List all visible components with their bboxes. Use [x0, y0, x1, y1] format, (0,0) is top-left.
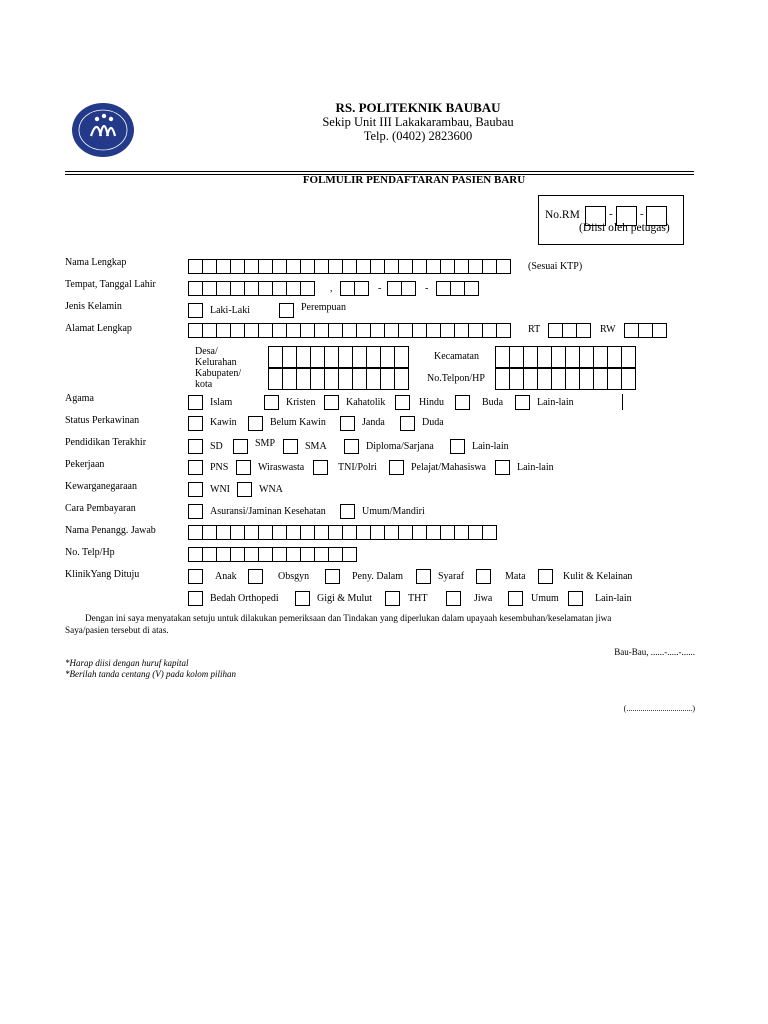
input-cell[interactable]: [230, 547, 245, 562]
checkbox-kawin[interactable]: [188, 416, 203, 431]
input-cell[interactable]: [579, 346, 594, 368]
input-cell[interactable]: [398, 323, 413, 338]
input-cell[interactable]: [328, 323, 343, 338]
input-cell[interactable]: [384, 525, 399, 540]
input-cell[interactable]: [310, 368, 325, 390]
input-cell[interactable]: [495, 346, 510, 368]
input-cell[interactable]: [216, 259, 231, 274]
input-cell[interactable]: [342, 259, 357, 274]
option-pelajar-mahasiswa: Pelajat/Mahasiswa: [411, 462, 486, 473]
checkbox-islam[interactable]: [188, 395, 203, 410]
input-cell[interactable]: [244, 323, 259, 338]
checkbox-wiraswasta[interactable]: [236, 460, 251, 475]
checkbox-buda[interactable]: [455, 395, 470, 410]
input-cell[interactable]: [482, 525, 497, 540]
checkbox-umum[interactable]: [508, 591, 523, 606]
rm-label: No.RM: [545, 209, 580, 221]
input-cell[interactable]: [258, 281, 273, 296]
input-cell[interactable]: [188, 547, 203, 562]
option-gigi-mulut: Gigi & Mulut: [317, 593, 373, 604]
input-cell[interactable]: [509, 346, 524, 368]
input-cell[interactable]: [286, 281, 301, 296]
input-cell[interactable]: [426, 525, 441, 540]
input-cell[interactable]: [356, 525, 371, 540]
checkbox-smp[interactable]: [233, 439, 248, 454]
input-cell[interactable]: [300, 259, 315, 274]
input-cell[interactable]: [352, 368, 367, 390]
input-cell[interactable]: [509, 368, 524, 390]
input-cell[interactable]: [328, 525, 343, 540]
input-cell[interactable]: [230, 259, 245, 274]
tanggal-lahir-year-input[interactable]: [436, 281, 479, 296]
input-cell[interactable]: [342, 547, 357, 562]
label-kabupaten-line1: Kabupaten/: [195, 368, 242, 379]
option-wni: WNI: [210, 484, 230, 495]
input-cell[interactable]: [300, 281, 315, 296]
input-cell[interactable]: [464, 281, 479, 296]
option-mata: Mata: [505, 571, 526, 582]
input-cell[interactable]: [230, 281, 245, 296]
option-buda: Buda: [482, 397, 504, 408]
rm-number-box: [538, 195, 684, 245]
input-cell[interactable]: [380, 368, 395, 390]
input-cell[interactable]: [352, 346, 367, 368]
checkbox-pendidikan-lain-lain[interactable]: [450, 439, 465, 454]
input-cell[interactable]: [244, 259, 259, 274]
label-nama-lengkap: Nama Lengkap: [65, 257, 127, 268]
input-cell[interactable]: [356, 259, 371, 274]
consent-line-1: Dengan ini saya menyatakan setuju untuk dilakukan pemeriksaan dan Tindakan yang diperlukan dalam upayaah kesembuhan/keselamatan jiwa: [85, 613, 612, 623]
input-cell[interactable]: [340, 281, 355, 296]
input-cell[interactable]: [258, 259, 273, 274]
label-kecamatan: Kecamatan: [434, 351, 479, 362]
input-cell[interactable]: [621, 368, 636, 390]
checkbox-peny-dalam[interactable]: [325, 569, 340, 584]
input-cell[interactable]: [216, 281, 231, 296]
input-cell[interactable]: [426, 259, 441, 274]
checkbox-umum-mandiri[interactable]: [340, 504, 355, 519]
input-cell[interactable]: [440, 323, 455, 338]
input-cell[interactable]: [384, 259, 399, 274]
checkbox-laki-laki[interactable]: [188, 303, 203, 318]
input-cell[interactable]: [387, 281, 402, 296]
input-cell[interactable]: [576, 323, 591, 338]
label-kabupaten-line2: kota: [195, 379, 213, 390]
hospital-phone: Telp. (0402) 2823600: [363, 129, 473, 143]
option-kulit-kelainan: Kulit & Kelainan: [563, 571, 633, 582]
checkbox-pekerjaan-lain-lain[interactable]: [495, 460, 510, 475]
rm-dash-1: -: [609, 208, 613, 220]
tanggal-lahir-day-input[interactable]: [340, 281, 369, 296]
option-hindu: Hindu: [419, 397, 444, 408]
input-cell[interactable]: [593, 346, 608, 368]
note-tanda-centang: *Berilah tanda centang (V) pada kolom pilihan: [65, 669, 236, 679]
input-cell[interactable]: [314, 547, 329, 562]
input-cell[interactable]: [440, 525, 455, 540]
rt-input[interactable]: [548, 323, 591, 338]
input-cell[interactable]: [286, 259, 301, 274]
input-cell[interactable]: [551, 346, 566, 368]
input-cell[interactable]: [621, 346, 636, 368]
checkbox-jiwa[interactable]: [446, 591, 461, 606]
input-cell[interactable]: [272, 281, 287, 296]
option-obsgyn: Obsgyn: [278, 571, 310, 582]
input-cell[interactable]: [565, 368, 580, 390]
option-diploma-sarjana: Diploma/Sarjana: [366, 441, 434, 452]
label-tempat-tanggal-lahir: Tempat, Tanggal Lahir: [65, 279, 156, 290]
input-cell[interactable]: [356, 323, 371, 338]
input-cell[interactable]: [370, 525, 385, 540]
input-cell[interactable]: [202, 259, 217, 274]
checkbox-sma[interactable]: [283, 439, 298, 454]
no-telp-hp-input[interactable]: [188, 547, 357, 562]
input-cell[interactable]: [401, 281, 416, 296]
desa-kelurahan-input[interactable]: [268, 346, 409, 368]
checkbox-syaraf[interactable]: [416, 569, 431, 584]
checkbox-obsgyn[interactable]: [248, 569, 263, 584]
input-cell[interactable]: [482, 259, 497, 274]
label-klinik-dituju: KlinikYang Dituju: [65, 569, 140, 580]
rw-input[interactable]: [624, 323, 667, 338]
checkbox-hindu[interactable]: [395, 395, 410, 410]
input-cell[interactable]: [394, 368, 409, 390]
label-kewarganegaraan: Kewarganegaraan: [65, 481, 137, 492]
input-cell[interactable]: [607, 368, 622, 390]
checkbox-perempuan[interactable]: [279, 303, 294, 318]
option-umum-mandiri: Umum/Mandiri: [362, 506, 425, 517]
input-cell[interactable]: [338, 368, 353, 390]
option-umum: Umum: [531, 593, 559, 604]
checkbox-kahatolik[interactable]: [324, 395, 339, 410]
input-cell[interactable]: [426, 323, 441, 338]
checkbox-belum-kawin[interactable]: [248, 416, 263, 431]
input-cell[interactable]: [188, 259, 203, 274]
input-cell[interactable]: [272, 323, 287, 338]
checkbox-tni-polri[interactable]: [313, 460, 328, 475]
input-cell[interactable]: [188, 281, 203, 296]
option-klinik-lain-lain: Lain-lain: [595, 593, 632, 604]
input-cell[interactable]: [296, 346, 311, 368]
input-cell[interactable]: [244, 547, 259, 562]
label-alamat-lengkap: Alamat Lengkap: [65, 323, 132, 334]
label-pekerjaan: Pekerjaan: [65, 459, 105, 470]
option-wiraswasta: Wiraswasta: [258, 462, 305, 473]
input-cell[interactable]: [258, 547, 273, 562]
input-cell[interactable]: [398, 259, 413, 274]
option-anak: Anak: [215, 571, 237, 582]
checkbox-sd[interactable]: [188, 439, 203, 454]
label-status-perkawinan: Status Perkawinan: [65, 415, 140, 426]
input-cell[interactable]: [366, 368, 381, 390]
input-cell[interactable]: [495, 368, 510, 390]
hospital-address: Sekip Unit III Lakakarambau, Baubau: [322, 115, 514, 129]
label-desa-line1: Desa/: [195, 346, 218, 357]
input-cell[interactable]: [342, 525, 357, 540]
label-cara-pembayaran: Cara Pembayaran: [65, 503, 136, 514]
input-cell[interactable]: [314, 259, 329, 274]
input-cell[interactable]: [565, 346, 580, 368]
checkbox-mata[interactable]: [476, 569, 491, 584]
nama-lengkap-input[interactable]: [188, 259, 511, 274]
input-cell[interactable]: [272, 259, 287, 274]
input-cell[interactable]: [579, 368, 594, 390]
checkbox-duda[interactable]: [400, 416, 415, 431]
ttl-dash-1: -: [378, 283, 382, 294]
option-pns: PNS: [210, 462, 229, 473]
option-belum-kawin: Belum Kawin: [270, 417, 326, 428]
ttl-comma: ,: [330, 283, 333, 294]
checkbox-tht[interactable]: [385, 591, 400, 606]
option-pendidikan-lain-lain: Lain-lain: [472, 441, 509, 452]
input-cell[interactable]: [593, 368, 608, 390]
label-kabupaten-kota: [195, 368, 241, 390]
input-cell[interactable]: [216, 323, 231, 338]
input-cell[interactable]: [366, 346, 381, 368]
rm-dash-2: -: [640, 208, 644, 220]
input-cell[interactable]: [482, 323, 497, 338]
input-cell[interactable]: [384, 323, 399, 338]
input-cell[interactable]: [300, 525, 315, 540]
input-cell[interactable]: [202, 323, 217, 338]
place-date: Bau-Bau, ......-.....-......: [614, 647, 695, 657]
input-cell[interactable]: [412, 259, 427, 274]
input-cell[interactable]: [258, 525, 273, 540]
rm-note: (Diisi oleh petugas): [579, 222, 670, 234]
hospital-name: RS. POLITEKNIK BAUBAU: [335, 100, 501, 115]
option-janda: Janda: [362, 417, 385, 428]
tanggal-lahir-month-input[interactable]: [387, 281, 416, 296]
checkbox-diploma-sarjana[interactable]: [344, 439, 359, 454]
option-tni-polri: TNI/Polri: [338, 462, 377, 473]
checkbox-wni[interactable]: [188, 482, 203, 497]
checkbox-kristen[interactable]: [264, 395, 279, 410]
input-cell[interactable]: [272, 525, 287, 540]
consent-line-2: Saya/pasien tersebut di atas.: [65, 625, 169, 635]
checkbox-klinik-lain-lain[interactable]: [568, 591, 583, 606]
input-cell[interactable]: [537, 346, 552, 368]
option-smp: SMP: [255, 438, 276, 449]
input-cell[interactable]: [450, 281, 465, 296]
kabupaten-kota-input[interactable]: [268, 368, 409, 390]
input-cell[interactable]: [314, 525, 329, 540]
tempat-lahir-input[interactable]: [188, 281, 315, 296]
input-cell[interactable]: [282, 368, 297, 390]
input-cell[interactable]: [244, 525, 259, 540]
input-cell[interactable]: [638, 323, 653, 338]
input-cell[interactable]: [454, 525, 469, 540]
option-tht: THT: [408, 593, 428, 604]
option-bedah-orthopedi: Bedah Orthopedi: [210, 593, 279, 604]
input-cell[interactable]: [468, 259, 483, 274]
option-duda: Duda: [422, 417, 444, 428]
signature-line: (.................................): [623, 704, 695, 713]
label-nama-penanggung-jawab: Nama Penangg. Jawab: [65, 525, 156, 536]
input-cell[interactable]: [258, 323, 273, 338]
input-cell[interactable]: [468, 323, 483, 338]
option-sma: SMA: [305, 441, 327, 452]
input-cell[interactable]: [286, 323, 301, 338]
label-rt: RT: [528, 324, 541, 335]
note-huruf-kapital: *Harap diisi dengan huruf kapital: [65, 658, 189, 668]
alamat-lengkap-input[interactable]: [188, 323, 511, 338]
input-cell[interactable]: [412, 525, 427, 540]
input-cell[interactable]: [230, 323, 245, 338]
label-agama: Agama: [65, 393, 94, 404]
option-kahatolik: Kahatolik: [346, 397, 386, 408]
input-cell[interactable]: [412, 323, 427, 338]
input-cell[interactable]: [268, 346, 283, 368]
checkbox-anak[interactable]: [188, 569, 203, 584]
input-cell[interactable]: [523, 368, 538, 390]
input-cell[interactable]: [338, 346, 353, 368]
option-syaraf: Syaraf: [438, 571, 465, 582]
checkbox-gigi-mulut[interactable]: [295, 591, 310, 606]
input-cell[interactable]: [286, 525, 301, 540]
input-cell[interactable]: [286, 547, 301, 562]
input-cell[interactable]: [394, 346, 409, 368]
input-cell[interactable]: [324, 346, 339, 368]
input-cell[interactable]: [551, 368, 566, 390]
input-cell[interactable]: [188, 323, 203, 338]
input-cell[interactable]: [202, 281, 217, 296]
input-cell[interactable]: [454, 259, 469, 274]
option-wna: WNA: [259, 484, 283, 495]
input-cell[interactable]: [188, 525, 203, 540]
input-cell[interactable]: [314, 323, 329, 338]
checkbox-kulit-kelainan[interactable]: [538, 569, 553, 584]
no-telpon-hp-input[interactable]: [495, 368, 636, 390]
option-islam: Islam: [210, 397, 233, 408]
form-title: FOLMULIR PENDAFTARAN PASIEN BARU: [302, 174, 526, 186]
input-cell[interactable]: [282, 346, 297, 368]
input-cell[interactable]: [398, 525, 413, 540]
input-cell[interactable]: [268, 368, 283, 390]
kecamatan-input[interactable]: [495, 346, 636, 368]
input-cell[interactable]: [328, 259, 343, 274]
input-cell[interactable]: [537, 368, 552, 390]
checkbox-pelajar-mahasiswa[interactable]: [389, 460, 404, 475]
label-desa-kelurahan: [195, 346, 237, 368]
option-laki-laki: Laki-Laki: [210, 305, 250, 316]
option-perempuan: Perempuan: [301, 302, 346, 313]
option-kawin: Kawin: [210, 417, 237, 428]
header-rule-top: [65, 171, 694, 172]
input-cell[interactable]: [523, 346, 538, 368]
input-cell[interactable]: [468, 525, 483, 540]
option-pekerjaan-lain-lain: Lain-lain: [517, 462, 554, 473]
input-cell[interactable]: [607, 346, 622, 368]
input-cell[interactable]: [324, 368, 339, 390]
input-cell[interactable]: [300, 547, 315, 562]
option-kristen: Kristen: [286, 397, 316, 408]
input-cell[interactable]: [244, 281, 259, 296]
option-asuransi: Asuransi/Jaminan Kesehatan: [210, 506, 326, 517]
agama-lain-lain-line: [622, 394, 623, 410]
checkbox-agama-lain-lain[interactable]: [515, 395, 530, 410]
label-no-telpon-hp: No.Telpon/HP: [427, 373, 485, 384]
option-agama-lain-lain: Lain-lain: [537, 397, 574, 408]
hospital-logo: [71, 102, 135, 158]
input-cell[interactable]: [216, 547, 231, 562]
ttl-dash-2: -: [425, 283, 429, 294]
input-cell[interactable]: [328, 547, 343, 562]
input-cell[interactable]: [370, 259, 385, 274]
option-jiwa: Jiwa: [474, 593, 493, 604]
input-cell[interactable]: [652, 323, 667, 338]
input-cell[interactable]: [454, 323, 469, 338]
label-jenis-kelamin: Jenis Kelamin: [65, 301, 122, 312]
input-cell[interactable]: [272, 547, 287, 562]
checkbox-bedah-orthopedi[interactable]: [188, 591, 203, 606]
input-cell[interactable]: [354, 281, 369, 296]
label-no-telp-hp: No. Telp/Hp: [65, 547, 115, 558]
label-rw: RW: [600, 324, 616, 335]
nama-penanggung-jawab-input[interactable]: [188, 525, 497, 540]
input-cell[interactable]: [436, 281, 451, 296]
input-cell[interactable]: [548, 323, 563, 338]
input-cell[interactable]: [216, 525, 231, 540]
input-cell[interactable]: [440, 259, 455, 274]
input-cell[interactable]: [370, 323, 385, 338]
option-peny-dalam: Peny. Dalam: [352, 571, 404, 582]
input-cell[interactable]: [202, 547, 217, 562]
input-cell[interactable]: [296, 368, 311, 390]
checkbox-asuransi[interactable]: [188, 504, 203, 519]
input-cell[interactable]: [310, 346, 325, 368]
input-cell[interactable]: [380, 346, 395, 368]
checkbox-janda[interactable]: [340, 416, 355, 431]
checkbox-pns[interactable]: [188, 460, 203, 475]
input-cell[interactable]: [202, 525, 217, 540]
input-cell[interactable]: [496, 323, 511, 338]
input-cell[interactable]: [562, 323, 577, 338]
input-cell[interactable]: [230, 525, 245, 540]
input-cell[interactable]: [624, 323, 639, 338]
label-desa-line2: Kelurahan: [195, 357, 237, 368]
option-sd: SD: [210, 441, 223, 452]
input-cell[interactable]: [342, 323, 357, 338]
checkbox-wna[interactable]: [237, 482, 252, 497]
input-cell[interactable]: [496, 259, 511, 274]
input-cell[interactable]: [300, 323, 315, 338]
nama-note: (Sesuai KTP): [528, 261, 583, 272]
label-pendidikan-terakhir: Pendidikan Terakhir: [65, 437, 147, 448]
